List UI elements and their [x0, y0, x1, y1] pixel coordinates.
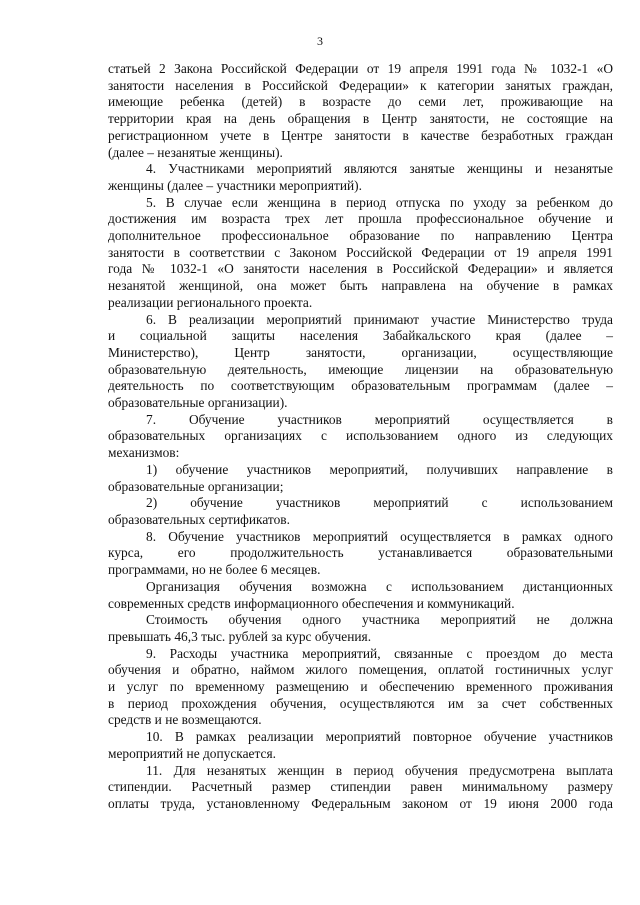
- text-line: механизмов:: [108, 445, 180, 461]
- text-line: 11. Для незанятых женщин в период обучения предусмотрена выплата: [146, 762, 613, 778]
- text-line: курса, его продолжительность устанавливается образовательными: [108, 545, 613, 561]
- text-line: Министерство), Центр занятости, организации, осуществляющие: [108, 344, 613, 360]
- text-line: территории края на день обращения в Центр занятости, не состоящие на: [108, 111, 613, 127]
- text-line: 4. Участниками мероприятий являются занятые женщины и незанятые: [146, 161, 613, 177]
- document-body: [108, 61, 613, 813]
- text-line: программами, но не более 6 месяцев.: [108, 562, 321, 578]
- text-line: образовательные организации).: [108, 395, 288, 411]
- text-line: средств и не возмещаются.: [108, 712, 262, 728]
- text-line: статьей 2 Закона Российской Федерации от 19 апреля 1991 года № 1032-1 «О: [108, 61, 613, 76]
- text-line: образовательные организации;: [108, 478, 284, 494]
- text-line: Стоимость обучения одного участника мероприятий не должна: [146, 612, 613, 628]
- text-line: достижения им возраста трех лет прошла профессиональное обучение и: [108, 211, 613, 227]
- text-line: Организация обучения возможна с использованием дистанционных: [146, 578, 613, 594]
- text-line: деятельность по соответствующим образовательным программам (далее –: [108, 378, 613, 394]
- text-line: превышать 46,3 тыс. рублей за курс обучения.: [108, 628, 372, 644]
- text-line: в период прохождения обучения, осуществляются им за счет собственных: [108, 695, 613, 711]
- text-line: 6. В реализации мероприятий принимают участие Министерство труда: [146, 311, 613, 327]
- text-line: 7. Обучение участников мероприятий осуществляется в: [146, 411, 613, 427]
- text-line: и социальной защиты населения Забайкальского края (далее –: [108, 328, 613, 344]
- text-line: 1) обучение участников мероприятий, получивших направление в: [146, 461, 613, 477]
- text-line: женщины (далее – участники мероприятий).: [108, 177, 362, 193]
- text-line: года № 1032-1 «О занятости населения в Российской Федерации» и является: [108, 261, 613, 277]
- text-line: образовательную деятельность, имеющие лицензии на образовательную: [108, 361, 613, 377]
- text-line: (далее – незанятые женщины).: [108, 144, 283, 160]
- text-line: оплаты труда, установленному Федеральным законом от 19 июня 2000 года: [108, 795, 613, 811]
- text-line: 5. В случае если женщина в период отпуска по уходу за ребенком до: [146, 194, 613, 210]
- text-line: 8. Обучение участников мероприятий осуществляется в рамках одного: [146, 528, 613, 544]
- text-line: обучения и обратно, наймом жилого помещения, оплатой гостиничных услуг: [108, 662, 613, 678]
- text-line: образовательных сертификатов.: [108, 511, 290, 527]
- text-line: имеющие ребенка (детей) в возрасте до семи лет, проживающие на: [108, 94, 613, 110]
- text-line: 9. Расходы участника мероприятий, связанные с проездом до места: [146, 645, 613, 661]
- text-line: регистрационном учете в Центре занятости в качестве безработных граждан: [108, 127, 613, 143]
- text-line: образовательных организациях с использованием одного из следующих: [108, 428, 613, 444]
- text-line: занятости населения в Российской Федерации» к категории занятых граждан,: [108, 77, 613, 93]
- page-number: 3: [317, 34, 323, 48]
- text-line: стипендии. Расчетный размер стипендии равен минимальному размеру: [108, 779, 613, 795]
- text-line: занятости в соответствии с Законом Российской Федерации от 19 апреля 1991: [108, 244, 613, 260]
- text-line: 10. В рамках реализации мероприятий повторное обучение участников: [146, 729, 613, 745]
- text-line: незанятой женщиной, она может быть направлена на обучение в рамках: [108, 278, 613, 294]
- text-line: дополнительное профессиональное образование по направлению Центра: [108, 228, 613, 244]
- text-line: мероприятий не допускается.: [108, 745, 276, 761]
- text-line: реализации регионального проекта.: [108, 294, 313, 310]
- text-line: современных средств информационного обеспечения и коммуникаций.: [108, 595, 515, 611]
- text-line: 2) обучение участников мероприятий с использованием: [146, 495, 613, 511]
- text-line: и услуг по временному размещению и обеспечению временного проживания: [108, 679, 613, 695]
